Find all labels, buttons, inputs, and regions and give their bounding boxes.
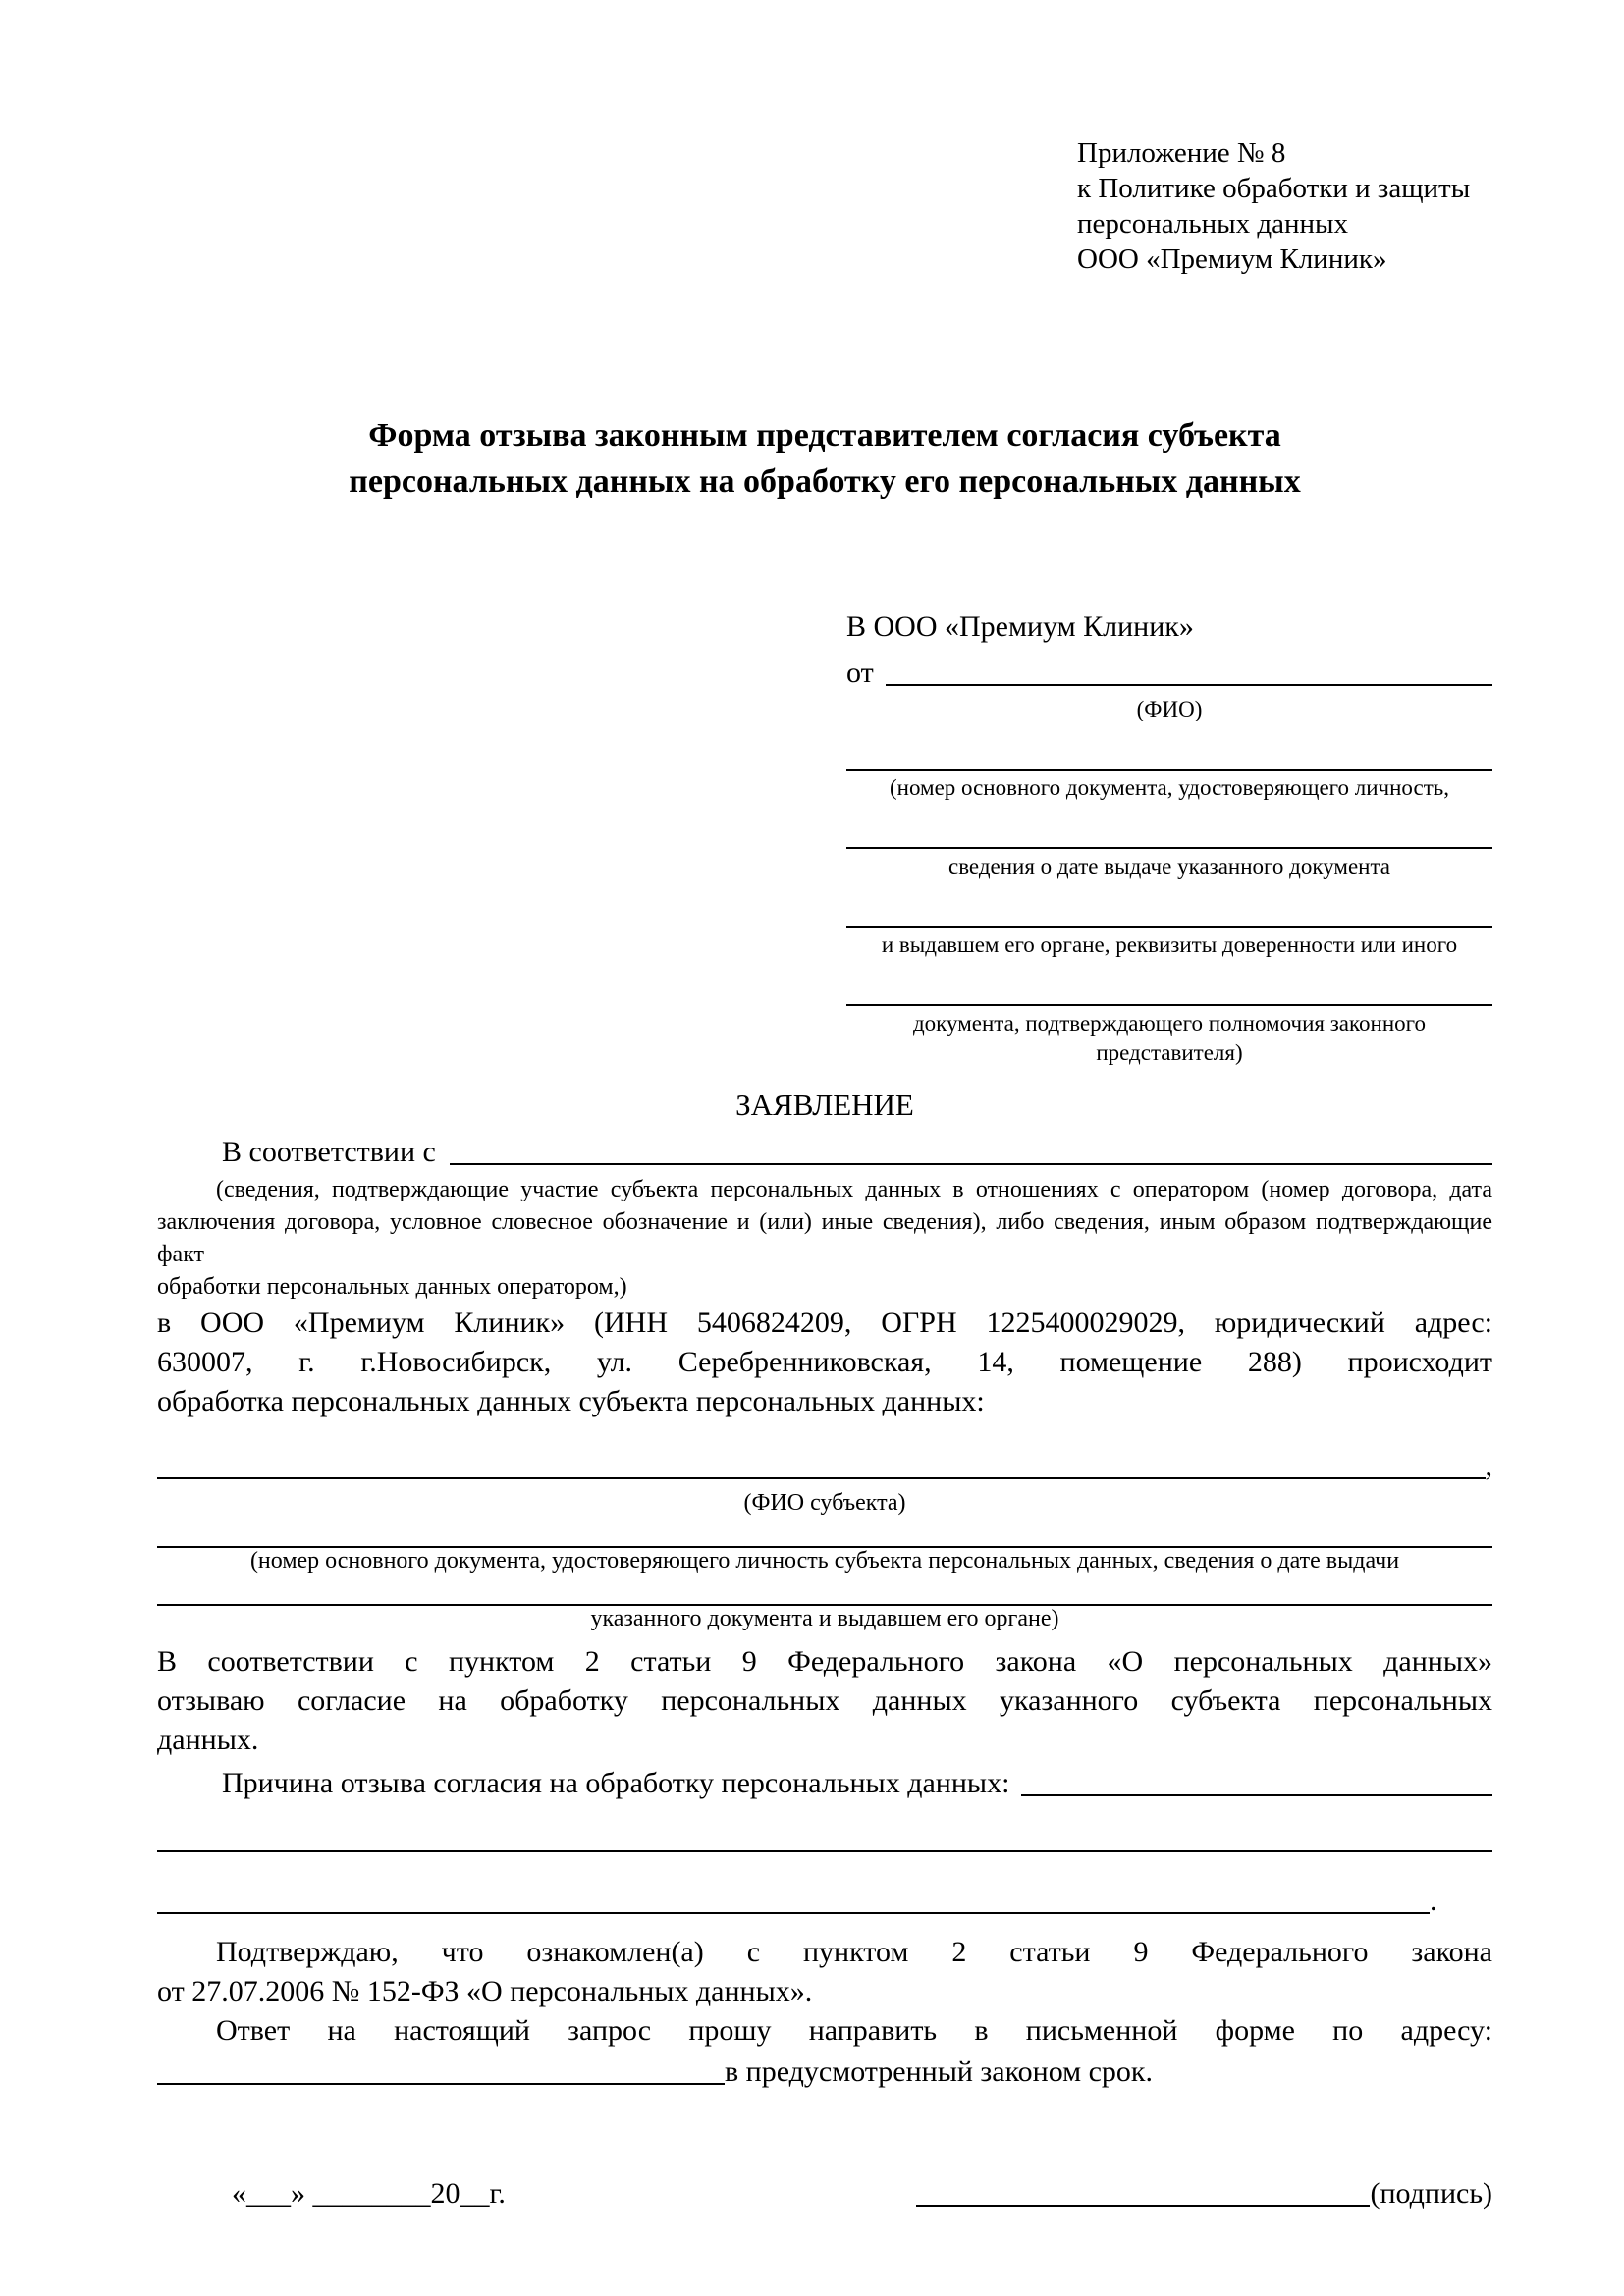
fill-line (846, 1004, 1492, 1006)
fill-line-reply-address (157, 2083, 725, 2085)
field-caption: и выдавшем его органе, реквизиты доверенности или иного (881, 933, 1458, 957)
field-caption-subject-document-2: указанного документа и выдавшем его органе) (590, 1606, 1059, 1631)
reply-address-row (157, 2051, 1492, 2094)
signature-field (916, 2172, 1492, 2216)
fill-field-document-number (846, 769, 1492, 803)
signature-row (157, 2172, 1492, 2216)
fill-field-issuing-authority (846, 926, 1492, 960)
operator-paragraph-line: 630007, г. г.Новосибирск, ул. Серебренниковская, 14, помещение 288) происходит (157, 1346, 1492, 1378)
fill-line-accordance (450, 1163, 1492, 1165)
signature-caption: (подпись) (1370, 2177, 1492, 2210)
fill-line-representative-fio (886, 684, 1492, 686)
appendix-header (1077, 135, 1492, 277)
fill-line-subject-document-2 (157, 1604, 1492, 1606)
fill-field-subject-fio (157, 1447, 1492, 1486)
appendix-header-line: Приложение № 8 (1077, 137, 1286, 169)
fill-line (846, 847, 1492, 849)
fill-line-reason (1021, 1794, 1492, 1796)
small-print-note (157, 1174, 1492, 1304)
fill-line-subject-document (157, 1546, 1492, 1548)
field-caption-subject-fio: (ФИО субъекта) (743, 1490, 906, 1516)
withdrawal-paragraph-line: отзываю согласие на обработку персональных данных указанного субъекта персональных (157, 1684, 1492, 1717)
addressee-block (846, 607, 1492, 1068)
fill-field-issue-date (846, 847, 1492, 881)
appendix-header-line: персональных данных (1077, 208, 1349, 240)
withdrawal-paragraph-line: В соответствии с пунктом 2 статьи 9 Федерального закона «О персональных данных» (157, 1645, 1492, 1678)
confirm-paragraph-line: Подтверждаю, что ознакомлен(а) с пунктом 2 статьи 9 Федерального закона (216, 1936, 1492, 1968)
document-title-line: персональных данных на обработку его персональных данных (349, 463, 1301, 500)
field-caption: (номер основного документа, удостоверяющего личность, (889, 775, 1449, 800)
addressee-from-label: от (846, 657, 874, 689)
reply-paragraph-line: Ответ на настоящий запрос прошу направить в письменной форме по адресу: (216, 2014, 1492, 2047)
operator-paragraph-line: обработка персональных данных субъекта персональных данных: (157, 1385, 985, 1417)
addressee-from-row (846, 652, 1492, 695)
fill-line-reason-1 (157, 1850, 1492, 1852)
fill-line-reason-2 (157, 1912, 1430, 1914)
accordance-row (157, 1131, 1492, 1174)
fill-field-subject-document-2 (157, 1600, 1492, 1602)
small-print-line: обработки персональных данных оператором,) (157, 1274, 627, 1300)
small-print-line: заключения договора, условное словесное обозначение и (или) иные сведения), либо сведения, иным образом подтверждающие факт (157, 1209, 1492, 1267)
reason-row (157, 1762, 1492, 1805)
fill-line (846, 926, 1492, 928)
fill-line (846, 769, 1492, 771)
fill-line-signature (916, 2205, 1370, 2207)
accordance-prefix: В соответствии с (222, 1136, 436, 1168)
addressee-to: В ООО «Премиум Клиник» (846, 611, 1194, 643)
fill-field-reason-2 (157, 1882, 1492, 1921)
document-title (157, 412, 1492, 505)
operator-paragraph (157, 1304, 1492, 1421)
operator-paragraph-line: в ООО «Премиум Клиник» (ИНН 5406824209, ОГРН 1225400029029, юридический адрес: (157, 1307, 1492, 1339)
appendix-header-line: к Политике обработки и защиты (1077, 173, 1471, 204)
confirm-paragraph-line: от 27.07.2006 № 152-ФЗ «О персональных данных». (157, 1975, 813, 2007)
reason-prefix: Причина отзыва согласия на обработку персональных данных: (222, 1767, 1010, 1799)
document-title-line: Форма отзыва законным представителем согласия субъекта (368, 417, 1281, 454)
field-caption-subject-document: (номер основного документа, удостоверяющего личность субъекта персональных данных, сведения о дате выдачи (249, 1548, 1400, 1574)
confirm-paragraph (157, 1933, 1492, 2011)
statement-heading: ЗАЯВЛЕНИЕ (735, 1088, 914, 1122)
fill-field-subject-document (157, 1542, 1492, 1544)
trailing-period: . (1430, 1885, 1437, 1917)
reply-suffix: в предусмотренный законом срок. (725, 2056, 1153, 2088)
date-blank: «___» ________20__г. (232, 2177, 506, 2210)
field-caption-fio: (ФИО) (1136, 697, 1203, 721)
small-print-line: (сведения, подтверждающие участие субъекта персональных данных в отношениях с оператором (номер договора, дата (216, 1177, 1492, 1202)
field-caption: документа, подтверждающего полномочия законного представителя) (912, 1011, 1426, 1065)
fill-field-reason-1 (157, 1846, 1492, 1848)
appendix-header-line: ООО «Премиум Клиник» (1077, 243, 1387, 275)
fill-line-subject-fio (157, 1477, 1486, 1479)
withdrawal-paragraph (157, 1642, 1492, 1760)
field-caption: сведения о дате выдаче указанного документа (947, 854, 1391, 879)
fill-field-authority-document (846, 1004, 1492, 1068)
withdrawal-paragraph-line: данных. (157, 1724, 259, 1756)
trailing-comma: , (1485, 1450, 1492, 1482)
